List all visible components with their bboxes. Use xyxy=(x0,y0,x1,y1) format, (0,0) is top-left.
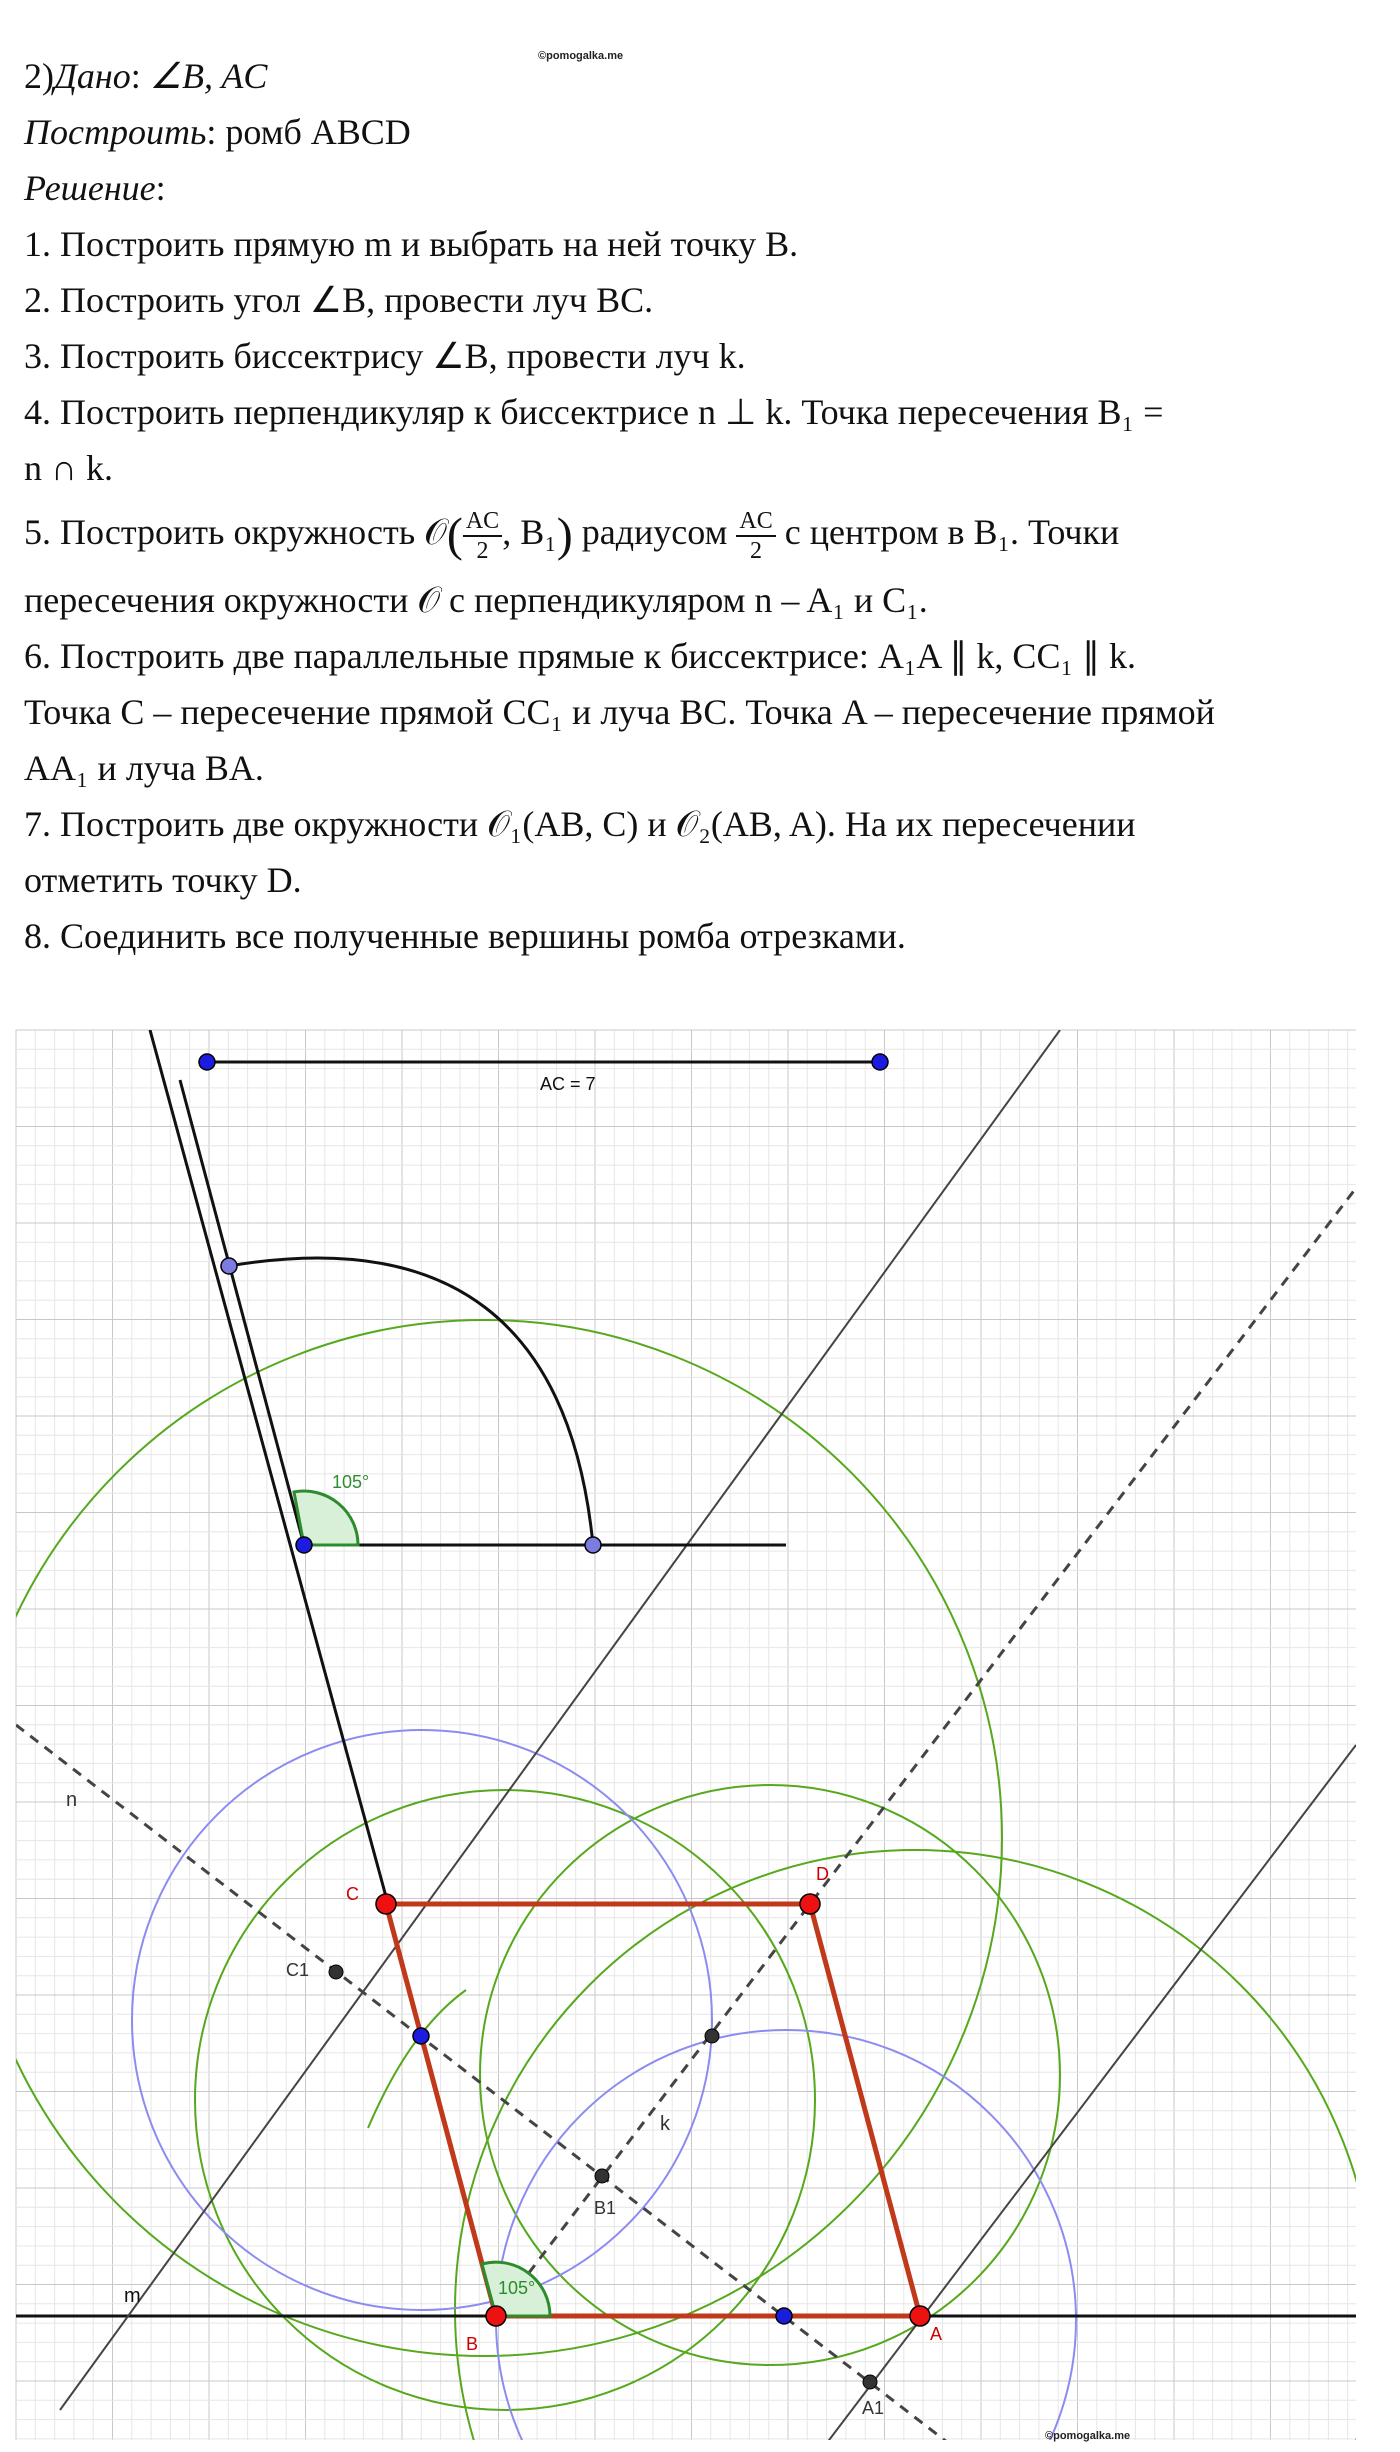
label-a: A xyxy=(930,2324,943,2344)
step-5-line-2: пересечения окружности 𝒪 с перпендикуляром n – A₁ и C₁. xyxy=(24,579,928,620)
label-c1: C1 xyxy=(286,1960,310,1980)
given-angle-arc xyxy=(229,1258,593,1545)
task-number: 2) xyxy=(24,56,54,96)
step-5-prefix: 5. Построить окружность 𝒪 xyxy=(24,512,447,552)
step-5-suffix: с центром в B₁. Точки xyxy=(775,512,1120,552)
labels xyxy=(66,1074,942,2418)
label-line-m: m xyxy=(124,2285,141,2307)
vertex-b[interactable] xyxy=(486,2306,506,2326)
vertex-d[interactable] xyxy=(800,1894,820,1914)
label-d: D xyxy=(816,1864,829,1884)
given-angle-side-1 xyxy=(180,1080,304,1545)
ray-ba-k xyxy=(496,1188,1356,2316)
vertex-c[interactable] xyxy=(376,1894,396,1914)
construction-figure xyxy=(0,1020,1400,2452)
given-label: Дано xyxy=(54,56,131,96)
step-8: 8. Соединить все полученные вершины ромба отрезками. xyxy=(24,915,906,956)
solution-label: Решение xyxy=(24,168,156,208)
point-angle-arc-top[interactable] xyxy=(221,1258,237,1274)
construction-lines xyxy=(0,1030,1375,2452)
solution-text xyxy=(24,48,1384,964)
step-4-line-1: 4. Построить перпендикуляр к биссектрисе n ⊥ k. Точка пересечения B₁ = xyxy=(24,392,1164,432)
segment-length-label: AC = 7 xyxy=(540,1074,596,1094)
point-blue-on-m[interactable] xyxy=(776,2308,792,2324)
vertex-a[interactable] xyxy=(910,2306,930,2326)
label-line-k: k xyxy=(660,2113,670,2135)
point-a1[interactable] xyxy=(863,2375,877,2389)
point-k-dark[interactable] xyxy=(705,2029,719,2043)
step-6-line-2: Точка C – пересечение прямой CC₁ и луча BC. Точка A – пересечение прямой xyxy=(24,691,1215,732)
step-6-line-1: 6. Построить две параллельные прямые к биссектрисе: A₁A ∥ k, CC₁ ∥ k. xyxy=(24,635,1137,676)
step-7-line-1: 7. Построить две окружности 𝒪₁(AB, C) и 𝒪₂(AB, A). На их пересечении xyxy=(24,803,1136,844)
given-line: 2)Дано: ∠B, AC xyxy=(24,56,268,96)
grid xyxy=(16,1030,1356,2440)
blue-circle-right xyxy=(496,2030,1076,2452)
step-7-line-2: отметить точку D. xyxy=(24,859,302,900)
green-circle-large-top xyxy=(0,1320,1002,2356)
label-line-n: n xyxy=(66,1789,78,1811)
step-4-line-2: n ∩ k. xyxy=(24,448,113,488)
angle-top-label: 105° xyxy=(332,1472,370,1492)
label-b: B xyxy=(466,2334,479,2354)
step-3: 3. Построить биссектрису ∠B, провести луч k. xyxy=(24,336,746,376)
angle-bottom-label: 105° xyxy=(498,2278,536,2298)
line-n xyxy=(16,1725,960,2452)
solution-heading: Решение: xyxy=(24,168,166,208)
blue-circle-left xyxy=(132,1730,712,2310)
label-a1: A1 xyxy=(862,2398,885,2418)
build-label: Построить xyxy=(24,112,207,152)
build-line: Построить: ромб ABCD xyxy=(24,112,411,152)
line-cc1 xyxy=(60,1030,1060,2410)
step-2: 2. Построить угол ∠B, провести луч BC. xyxy=(24,280,654,320)
given-value: ∠B, AC xyxy=(149,56,268,96)
point-angle-arc-right[interactable] xyxy=(585,1537,601,1553)
point-b1[interactable] xyxy=(595,2169,609,2183)
step-5-arg: , B₁ xyxy=(502,512,557,552)
step-6-line-3: AA₁ и луча BA. xyxy=(24,747,264,788)
point-ac-end[interactable] xyxy=(872,1054,888,1070)
fraction-ac-over-2: $\frac{AC}{2}$ xyxy=(463,507,502,565)
step-5-mid: радиусом xyxy=(572,512,737,552)
step-5-line-1: 5. Построить окружность 𝒪( $\frac{AC}{2}$ , B₁) радиусом $\frac{AC}{2}$ с центром в B₁. Точки xyxy=(24,507,1120,564)
label-c: C xyxy=(346,1884,359,1904)
point-c1[interactable] xyxy=(329,1965,343,1979)
points xyxy=(199,1054,930,2389)
watermark-top: ©pomogalka.me xyxy=(538,50,624,62)
point-angle-vertex[interactable] xyxy=(296,1537,312,1553)
step-1: 1. Построить прямую m и выбрать на ней точку B. xyxy=(24,224,799,264)
fraction-radius: $\frac{AC}{2}$ xyxy=(736,507,775,565)
label-b1: B1 xyxy=(594,2198,617,2218)
watermark-bottom: ©pomogalka.me xyxy=(1045,2430,1131,2442)
green-circle-o2 xyxy=(480,1785,1060,2365)
build-value: ромб ABCD xyxy=(225,112,411,152)
point-blue-on-bc[interactable] xyxy=(413,2028,429,2044)
point-ac-start[interactable] xyxy=(199,1054,215,1070)
